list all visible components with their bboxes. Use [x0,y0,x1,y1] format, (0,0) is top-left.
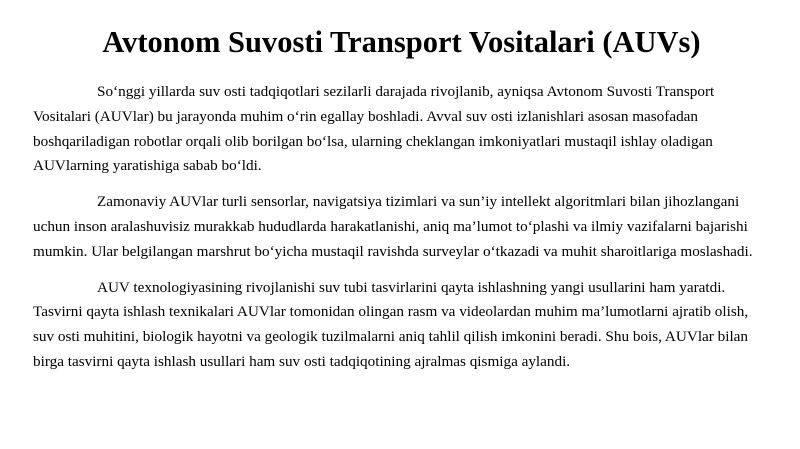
paragraph-3: AUV texnologiyasining rivojlanishi suv tubi tasvirlarini qayta ishlashning yangi usullarini ham yaratdi. Tasvirni qayta ishlash texnikalari AUVlar tomonidan olingan rasm va videolardan muhim ma’lumotlarni ajratib olish, suv osti muhitini, biologik hayotni va geologik tuzilmalarni aniq tahlil qilish imkonini beradi. Shu bois, AUVlar bilan birga tasvirni qayta ishlash usullari ham suv osti tadqiqotining ajralmas qismiga aylandi. [33,278,749,370]
document-title: Avtonom Suvosti Transport Vositalari (AUVs) [102,25,701,59]
paragraph-2: Zamonaviy AUVlar turli sensorlar, navigatsiya tizimlari va sun’iy intellekt algoritmlari bilan jihozlangani uchun inson aralashuvisiz murakkab hududlarda harakatlanishi, aniq ma’lumot to‘plashi va ilmiy vazifalarni bajarishi mumkin. Ular belgilangan marshrut bo‘yicha mustaqil ravishda surveylar o‘tkazadi va muhit sharoitlariga moslashadi. [33,193,753,260]
paragraph-1: So‘nggi yillarda suv osti tadqiqotlari sezilarli darajada rivojlanib, ayniqsa Avtonom Suvosti Transport Vositalari (AUVlar) bu jarayonda muhim o‘rin egallay boshladi. Avval suv osti izlanishlari asosan masofadan boshqariladigan robotlar orqali olib borilgan bo‘lsa, ularning cheklangan imkoniyatlari mustaqil ishlay oladigan AUVlarning yaratishiga sabab bo‘ldi. [33,83,715,175]
